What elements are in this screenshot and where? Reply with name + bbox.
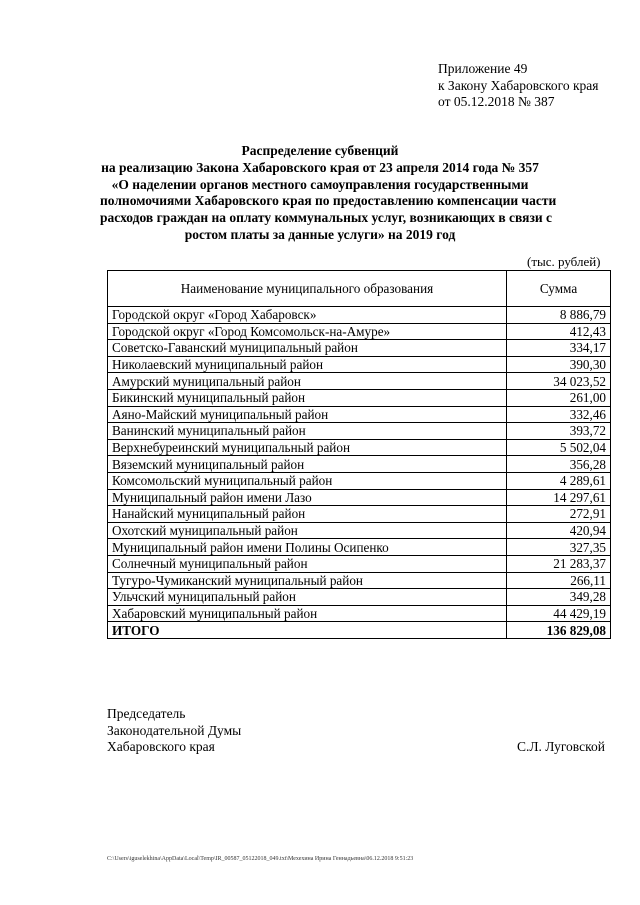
row-value: 261,00 bbox=[507, 389, 611, 406]
appendix-line-2: к Закону Хабаровского края bbox=[438, 77, 599, 93]
row-name: Советско-Гаванский муниципальный район bbox=[108, 340, 507, 357]
row-value: 4 289,61 bbox=[507, 472, 611, 489]
title-line-2: на реализацию Закона Хабаровского края от 23 апреля 2014 года № 357 bbox=[101, 159, 539, 175]
row-name: Аяно-Майский муниципальный район bbox=[108, 406, 507, 423]
total-value: 136 829,08 bbox=[507, 622, 611, 639]
row-value: 5 502,04 bbox=[507, 439, 611, 456]
title-line-4: полномочиями Хабаровского края по предоставлению компенсации части bbox=[100, 193, 557, 209]
table-row bbox=[108, 423, 611, 440]
table-row bbox=[108, 307, 611, 324]
table-row bbox=[108, 340, 611, 357]
row-name: Муниципальный район имени Лазо bbox=[108, 489, 507, 506]
row-name: Бикинский муниципальный район bbox=[108, 389, 507, 406]
row-name: Тугуро-Чумиканский муниципальный район bbox=[108, 572, 507, 589]
title-line-6: ростом платы за данные услуги» на 2019 год bbox=[184, 226, 456, 242]
table-header-row bbox=[108, 271, 611, 307]
header-sum: Сумма bbox=[507, 271, 611, 307]
table-row bbox=[108, 439, 611, 456]
table-row bbox=[108, 522, 611, 539]
row-value: 393,72 bbox=[507, 423, 611, 440]
table-row bbox=[108, 356, 611, 373]
row-value: 8 886,79 bbox=[507, 307, 611, 324]
row-name: Ульчский муниципальный район bbox=[108, 589, 507, 606]
units-label: (тыс. рублей) bbox=[527, 254, 601, 269]
row-name: Солнечный муниципальный район bbox=[108, 555, 507, 572]
table-row bbox=[108, 506, 611, 523]
row-value: 266,11 bbox=[507, 572, 611, 589]
row-value: 332,46 bbox=[507, 406, 611, 423]
title-line-1: Распределение субвенций bbox=[241, 143, 399, 158]
row-name: Охотский муниципальный район bbox=[108, 522, 507, 539]
row-value: 412,43 bbox=[507, 323, 611, 340]
row-value: 420,94 bbox=[507, 522, 611, 539]
table-row bbox=[108, 472, 611, 489]
total-row bbox=[108, 622, 611, 639]
row-name: Хабаровский муниципальный район bbox=[108, 605, 507, 622]
row-value: 34 023,52 bbox=[507, 373, 611, 390]
table-row bbox=[108, 389, 611, 406]
row-name: Верхнебуреинский муниципальный район bbox=[108, 439, 507, 456]
table-row bbox=[108, 555, 611, 572]
row-name: Амурский муниципальный район bbox=[108, 373, 507, 390]
table-row bbox=[108, 406, 611, 423]
header-name: Наименование муниципального образования bbox=[108, 271, 507, 307]
table-row bbox=[108, 456, 611, 473]
row-value: 44 429,19 bbox=[507, 605, 611, 622]
table-row bbox=[108, 323, 611, 340]
row-name: Николаевский муниципальный район bbox=[108, 356, 507, 373]
row-value: 334,17 bbox=[507, 340, 611, 357]
row-value: 14 297,61 bbox=[507, 489, 611, 506]
row-value: 272,91 bbox=[507, 506, 611, 523]
table-row bbox=[108, 373, 611, 390]
document-title bbox=[100, 143, 557, 244]
title-line-3: «О наделении органов местного самоуправления государственными bbox=[111, 176, 529, 192]
signature-block bbox=[107, 706, 241, 756]
appendix-line-3: от 05.12.2018 № 387 bbox=[438, 94, 555, 109]
total-label: ИТОГО bbox=[108, 622, 507, 639]
row-name: Ванинский муниципальный район bbox=[108, 423, 507, 440]
title-line-5: расходов граждан на оплату коммунальных услуг, возникающих в связи с bbox=[100, 210, 553, 226]
table-row bbox=[108, 489, 611, 506]
signer-name: С.Л. Луговской bbox=[517, 739, 605, 754]
row-name: Муниципальный район имени Полины Осипенко bbox=[108, 539, 507, 556]
row-name: Городской округ «Город Комсомольск-на-Амуре» bbox=[108, 323, 507, 340]
appendix-header bbox=[438, 61, 599, 111]
signature-line-3: Хабаровского края bbox=[107, 739, 215, 754]
row-name: Городской округ «Город Хабаровск» bbox=[108, 307, 507, 324]
table-row bbox=[108, 605, 611, 622]
row-value: 327,35 bbox=[507, 539, 611, 556]
signature-line-1: Председатель bbox=[107, 706, 186, 721]
row-name: Нанайский муниципальный район bbox=[108, 506, 507, 523]
row-name: Комсомольский муниципальный район bbox=[108, 472, 507, 489]
distribution-table bbox=[107, 270, 611, 639]
signature-line-2: Законодательной Думы bbox=[107, 722, 242, 738]
table-row bbox=[108, 572, 611, 589]
row-value: 349,28 bbox=[507, 589, 611, 606]
appendix-line-1: Приложение 49 bbox=[438, 61, 528, 76]
row-name: Вяземский муниципальный район bbox=[108, 456, 507, 473]
file-path-footer: C:\Users\iguselekhina\AppData\Local\Temp\IR_00587_05122018_049.txt\Мехехина Ирина Геннадьевна\06.12.2018 9:51:23 bbox=[107, 856, 414, 862]
row-value: 356,28 bbox=[507, 456, 611, 473]
row-value: 21 283,37 bbox=[507, 555, 611, 572]
table-row bbox=[108, 589, 611, 606]
row-value: 390,30 bbox=[507, 356, 611, 373]
table-row bbox=[108, 539, 611, 556]
